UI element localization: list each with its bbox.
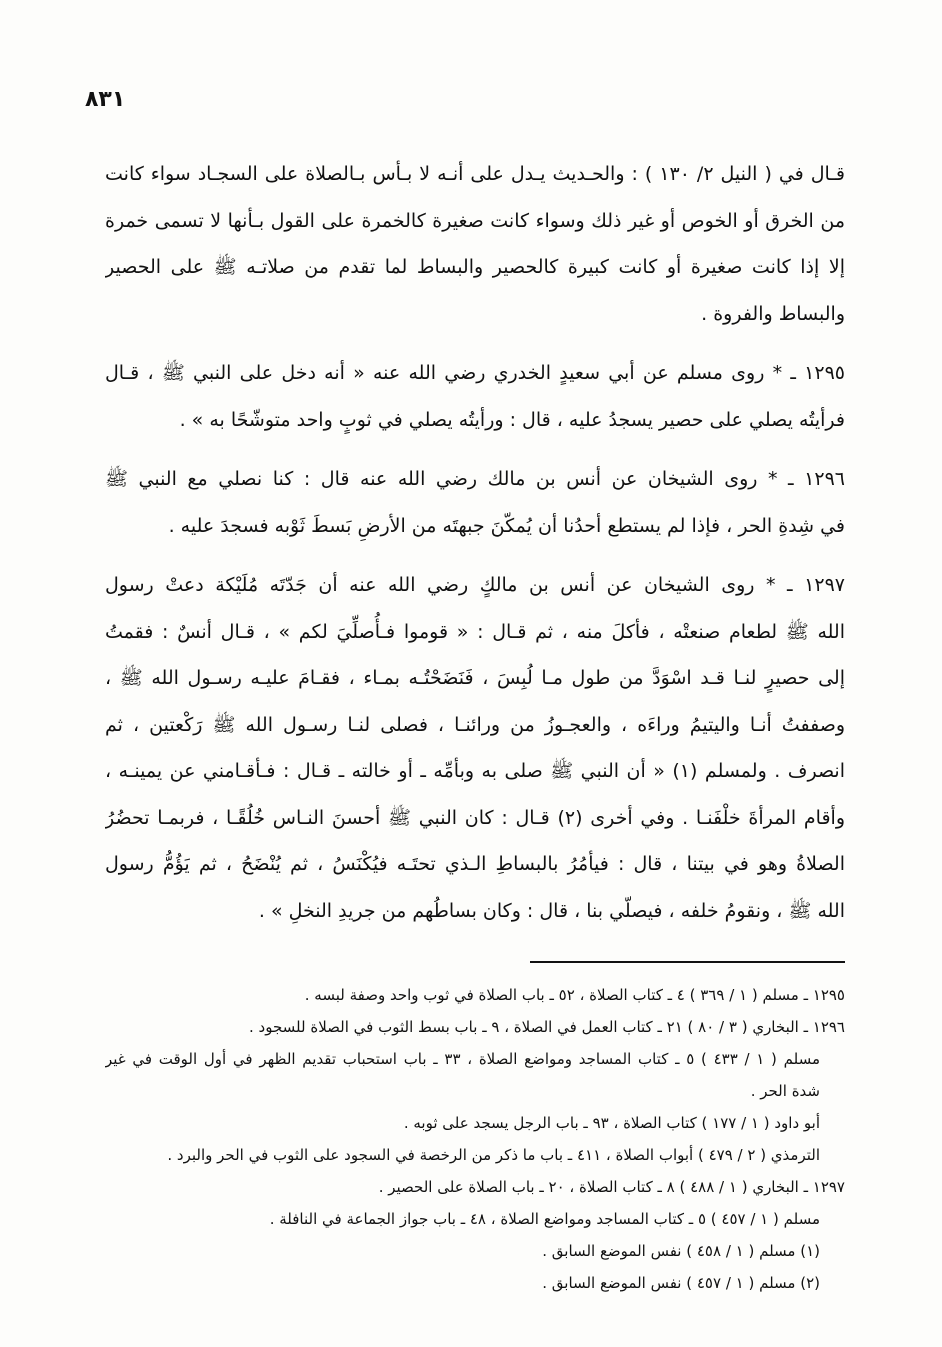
footnote-separator (530, 961, 845, 963)
body-line: فرأيتُه يصلي على حصير يسجدُ عليه ، قال : ورأيتُه يصلي في ثوبٍ واحد متوشّحًا به » . (179, 408, 845, 431)
paragraph-commentary (105, 151, 845, 337)
footnote-line: مسلم ( ١ / ٤٣٣ ) ٥ ـ كتاب المساجد ومواضع الصلاة ، ٣٣ ـ باب استحباب تقديم الظهر في أول الوقت في غير (105, 1050, 820, 1068)
paragraph-hadith-1297 (105, 562, 845, 934)
footnote-line: ١٢٩٦ ـ البخاري ( ٣ / ٨٠ ) ٢١ ـ كتاب العمل في الصلاة ، ٩ ـ باب بسط الثوب في الصلاة للسجود . (249, 1018, 845, 1036)
footnotes (105, 979, 845, 1299)
footnote-line: الترمذي ( ٢ / ٤٧٩ ) أبواب الصلاة ، ٤١١ ـ باب ما ذكر من الرخصة في السجود على الثوب في الحر والبرد . (167, 1146, 820, 1164)
body-line: وصففتُ أنـا واليتيمُ وراءَه ، والعجـوزُ من ورائنـا ، فصلى لنـا رسـول الله ﷺ رَكْعتين ، ثم (105, 713, 845, 736)
body-line: ١٢٩٥ ـ * روى مسلم عن أبي سعيدٍ الخدري رضي الله عنه « أنه دخل على النبي ﷺ ، قـال (105, 362, 845, 384)
footnote-line: (٢) مسلم ( ١ / ٤٥٧ ) نفس الموضع السابق . (542, 1274, 820, 1292)
body-line: ١٢٩٧ ـ * روى الشيخان عن أنس بن مالكٍ رضي الله عنه أن جَدّتَه مُلَيْكة دعتْ رسول (105, 574, 845, 596)
main-text (105, 151, 845, 934)
footnote-line: شدة الحر . (750, 1082, 820, 1100)
body-line: قـال في ( النيل ٢/ ١٣٠ ) : والحـديث يـدل على أنـه لا بـأس بـالصلاة على السجـاد سواء كانت (105, 163, 845, 185)
footnote-line: ١٢٩٧ ـ البخاري ( ١ / ٤٨٨ ) ٨ ـ كتاب الصلاة ، ٢٠ ـ باب الصلاة على الحصير . (378, 1178, 845, 1196)
footnote-line: (١) مسلم ( ١ / ٤٥٨ ) نفس الموضع السابق . (542, 1242, 820, 1260)
footnote-line: ١٢٩٥ ـ مسلم ( ١ / ٣٦٩ ) ٤ ـ كتاب الصلاة ، ٥٢ ـ باب الصلاة في ثوب واحد وصفة لبسه . (304, 986, 845, 1004)
body-line: وأقام المرأةَ خلْفَنـا . وفي أخرى (٢) قـال : كان النبي ﷺ أحسنَ النـاس خُلُقًـا ، فربمـا تحضُرُ (105, 806, 845, 829)
body-line: إلى حصيرٍ لنـا قـد اسْوَدَّ من طول مـا لُبِسَ ، فَنَضَحْتُـه بمـاء ، فقـامَ عليـه رسـول الله ﷺ ، (105, 667, 845, 689)
body-line: من الخرق أو الخوص أو غير ذلك وسواء كانت صغيرة كالخمرة على القول بـأنها لا تسمى خمرة (105, 209, 845, 232)
body-line: إلا إذا كانت صغيرة أو كانت كبيرة كالحصير والبساط لما تقدم من صلاتـه ﷺ على الحصير (105, 256, 845, 278)
paragraph-hadith-1295 (105, 350, 845, 443)
footnote-line: أبو داود ( ١ / ١٧٧ ) كتاب الصلاة ، ٩٣ ـ باب الرجل يسجد على ثوبه . (403, 1114, 820, 1132)
body-line: ١٢٩٦ ـ * روى الشيخان عن أنس بن مالك رضي الله عنه قال : كنا نصلي مع النبي ﷺ (105, 468, 845, 490)
footnote-line: مسلم ( ١ / ٤٥٧ ) ٥ ـ كتاب المساجد ومواضع الصلاة ، ٤٨ ـ باب جواز الجماعة في النافلة . (269, 1210, 820, 1228)
body-line: الله ﷺ ، ونقومُ خلفه ، فيصلّي بنا ، قال : وكان بساطُهم من جريدِ النخلِ » . (258, 899, 845, 922)
body-line: الله ﷺ لطعام صنعتْه ، فأكلَ منه ، ثم قـال : « قوموا فـأُصلِّيَ لكم » ، قـال أنسٌ : فقمتُ (105, 620, 845, 643)
paragraph-hadith-1296 (105, 456, 845, 549)
body-line: في شِدةِ الحر ، فإذا لم يستطع أحدُنا أن يُمكّنَ جبهتَه من الأرضِ بَسطَ ثَوْبه فسجدَ عليه . (168, 514, 845, 537)
body-line: الصلاةُ وهو في بيتنا ، قال : فيأمُرُ بالبساطِ الـذي تحتَـه فيُكْنَسُ ، ثم يُنْضَحُ ، ثم يَؤُمُّ رسول (105, 853, 845, 875)
body-line: انصرف . ولمسلم (١) « أن النبي ﷺ صلى به وبأمِّه ـ أو خالته ـ قـال : فـأقـامني عن يمينـه ، (105, 760, 845, 782)
page-number: ٨٣١ (85, 87, 126, 112)
body-line: والبساط والفروة . (701, 302, 845, 325)
